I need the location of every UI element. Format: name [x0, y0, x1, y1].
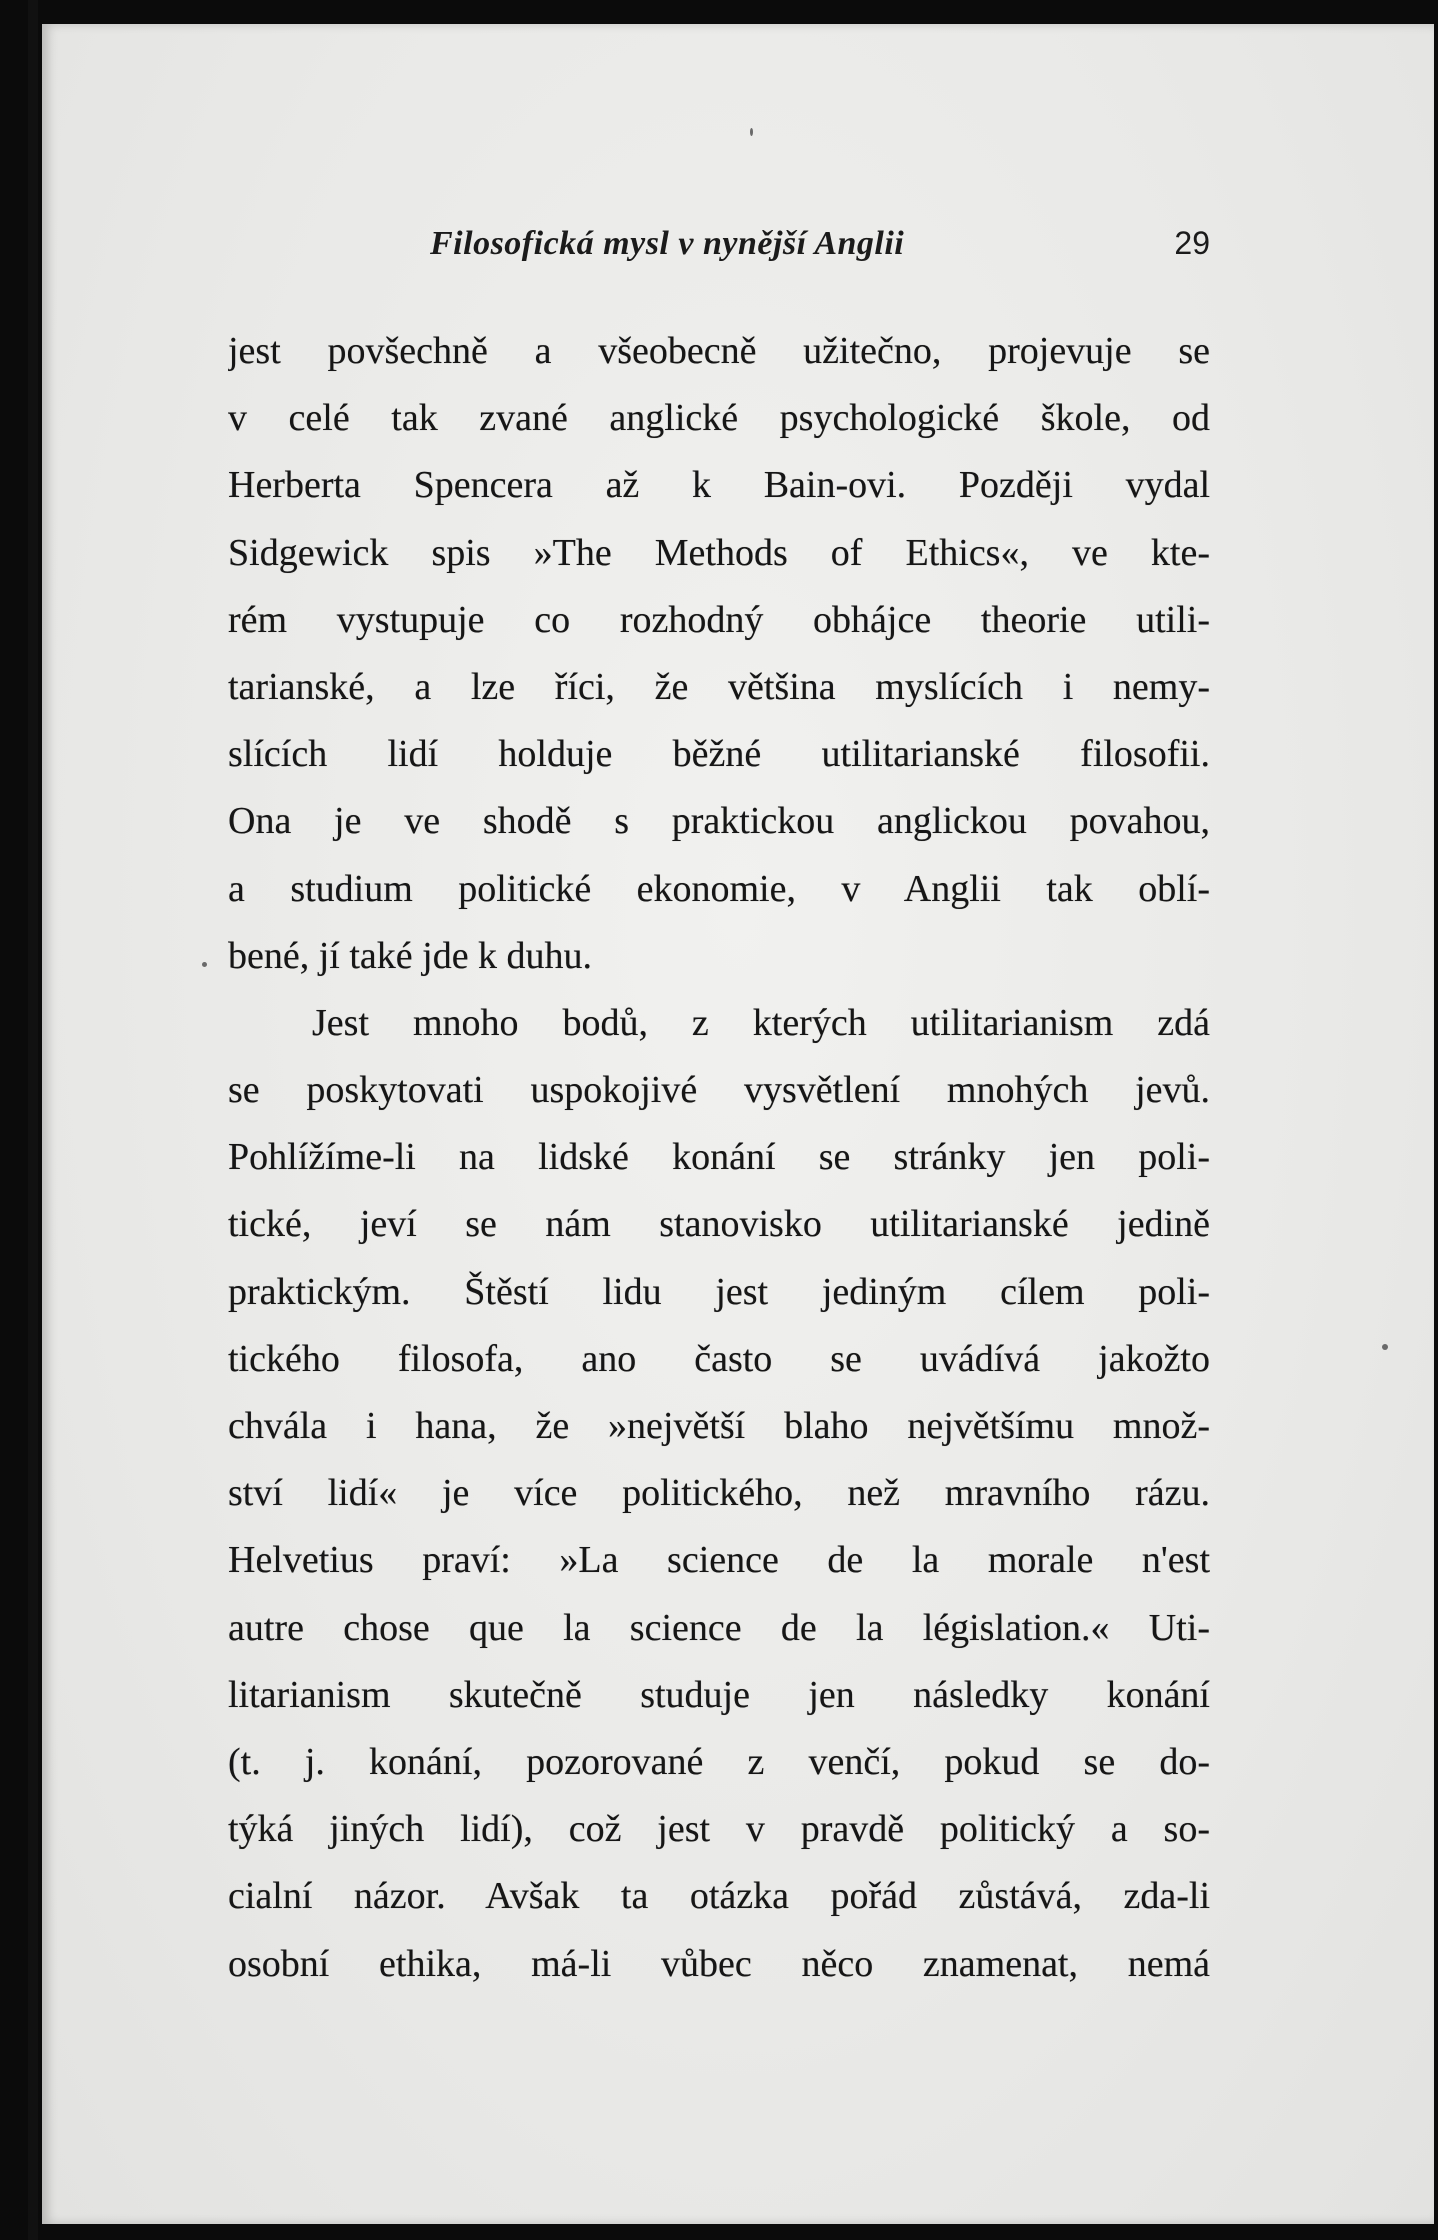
paragraph [228, 318, 1210, 990]
text-line: rém vystupuje co rozhodný obhájce theorie utili- [228, 598, 1210, 641]
text-line: a studium politické ekonomie, v Anglii tak oblí- [228, 867, 1210, 910]
paper-speck [202, 962, 207, 967]
text-line: cialní názor. Avšak ta otázka pořád zůstává, zda-li [228, 1875, 1210, 1918]
text-line: osobní ethika, má-li vůbec něco znamenat, nemá [228, 1942, 1210, 1985]
text-line: Jest mnoho bodů, z kterých utilitarianism zdá [312, 1001, 1210, 1044]
text-line: chvála i hana, že »největší blaho největšímu množ- [228, 1405, 1210, 1447]
page-number: 29 [1174, 225, 1210, 261]
text-line: tarianské, a lze říci, že většina myslících i nemy- [228, 665, 1210, 708]
text-line: ství lidí« je více politického, než mravního rázu. [228, 1472, 1210, 1515]
text-line: jest povšechně a všeobecně užitečno, projevuje se [228, 330, 1210, 372]
text-line: Sidgewick spis »The Methods of Ethics«, ve kte- [228, 531, 1210, 574]
paper-speck [1382, 1344, 1388, 1350]
text-line: Helvetius praví: »La science de la morale n'est [228, 1539, 1210, 1582]
text-line: tického filosofa, ano často se uvádívá jakožto [228, 1337, 1210, 1380]
text-line: tické, jeví se nám stanovisko utilitarianské jedině [228, 1203, 1210, 1246]
text-line: litarianism skutečně studuje jen následky konání [228, 1673, 1210, 1716]
paper-speck [750, 128, 753, 136]
running-title: Filosofická mysl v nynější Anglii [430, 225, 905, 262]
text-line: slících lidí holduje běžné utilitarianské filosofii. [228, 733, 1210, 776]
text-line: Herberta Spencera až k Bain-ovi. Později vydal [228, 464, 1210, 507]
book-gutter-edge [28, 0, 38, 2240]
page-header [228, 225, 1210, 285]
text-line: v celé tak zvané anglické psychologické škole, od [228, 397, 1210, 440]
text-line: autre chose que la science de la législation.« Uti- [228, 1606, 1210, 1649]
text-line: (t. j. konání, pozorované z venčí, pokud se do- [228, 1740, 1210, 1783]
text-line: týká jiných lidí), což jest v pravdě politický a so- [228, 1808, 1210, 1851]
text-line: bené, jí také jde k duhu. [228, 934, 593, 977]
body-text [228, 318, 1210, 1998]
text-line: se poskytovati uspokojivé vysvětlení mnohých jevů. [228, 1069, 1210, 1112]
text-line: praktickým. Štěstí lidu jest jediným cílem poli- [228, 1270, 1210, 1313]
text-line: Ona je ve shodě s praktickou anglickou povahou, [228, 800, 1210, 843]
text-line: Pohlížíme-li na lidské konání se stránky jen poli- [228, 1136, 1210, 1179]
paragraph [228, 990, 1210, 1998]
